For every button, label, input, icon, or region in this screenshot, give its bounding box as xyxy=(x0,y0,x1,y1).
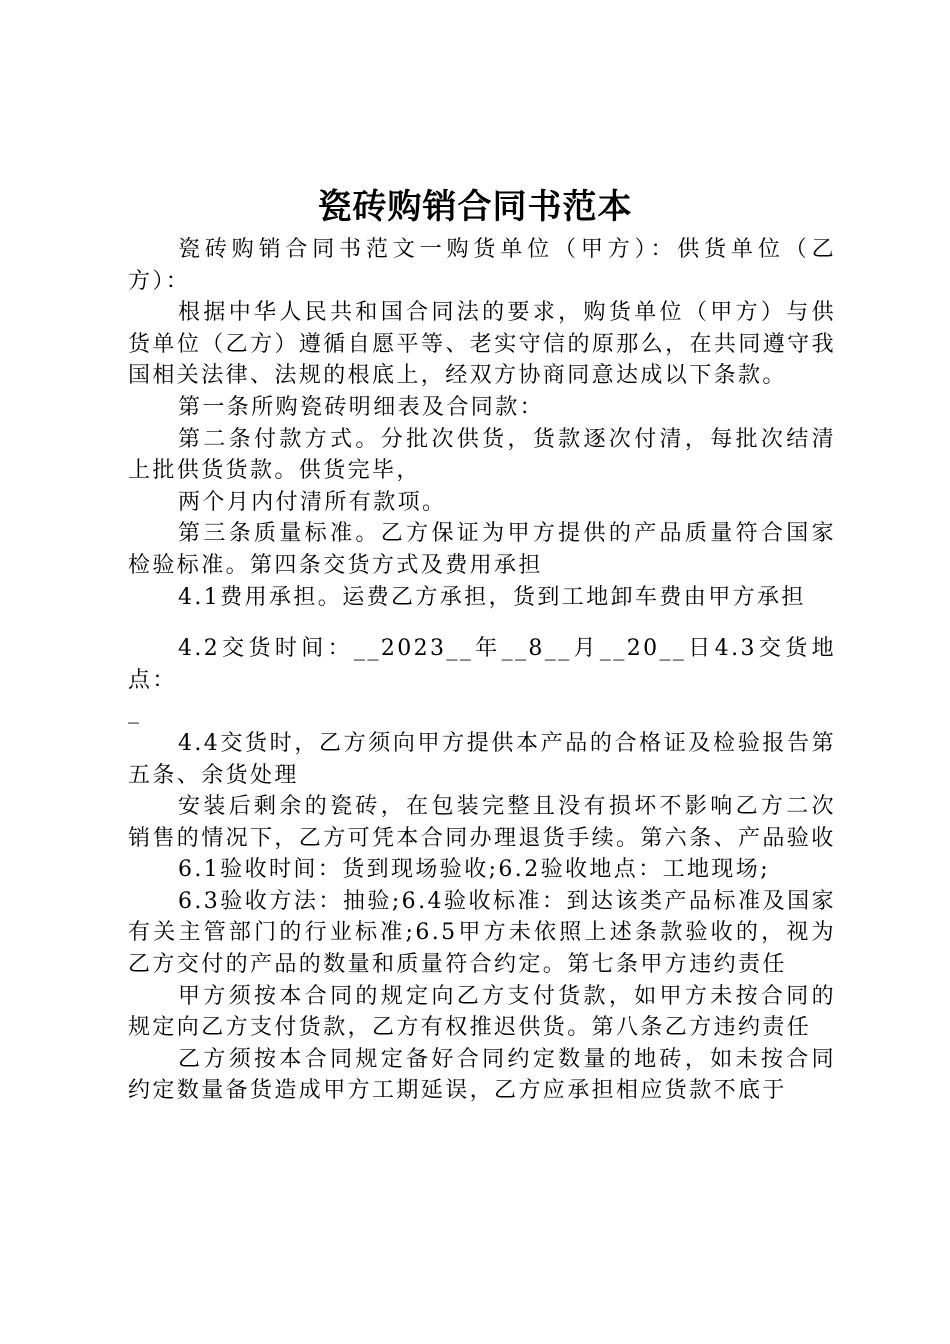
paragraph-article-1: 第一条所购瓷砖明细表及合同款： xyxy=(178,394,545,420)
paragraph-article-2-cont: 两个月内付清所有款项。 xyxy=(178,489,447,515)
paragraph-clause-6-3-6-5: 6.3验收方法：抽验;6.4验收标准：到达该类产品标准及国家有关主管部门的行业标准;6.5甲方未依照上述条款验收的，视为乙方交付的产品的数量和质量符合约定。第七条甲方违约责任 xyxy=(128,888,836,978)
paragraph-clause-6-1-6-2: 6.1验收时间：货到现场验收;6.2验收地点：工地现场; xyxy=(178,857,771,883)
paragraph-article-8: 乙方须按本合同规定备好合同约定数量的地砖，如未按合同约定数量备货造成甲方工期延误，乙方应承担相应货款不底于 xyxy=(128,1046,836,1104)
paragraph-clause-4-4: 4.4交货时，乙方须向甲方提供本产品的合格证及检验报告第五条、余货处理 xyxy=(128,730,836,788)
paragraph-clause-4-1: 4.1费用承担。运费乙方承担，货到工地卸车费由甲方承担 xyxy=(178,584,806,610)
paragraph-article-3-4: 第三条质量标准。乙方保证为甲方提供的产品质量符合国家检验标准。第四条交货方式及费用承担 xyxy=(128,521,836,578)
paragraph-article-7: 甲方须按本合同的规定向乙方支付货款，如甲方未按合同的规定向乙方支付货款，乙方有权推迟供货。第八条乙方违约责任 xyxy=(128,983,836,1041)
paragraph-parties: 瓷砖购销合同书范文一购货单位（甲方）：供货单位（乙方）： xyxy=(128,237,836,294)
paragraph-delivery-place-blank: _ xyxy=(128,699,142,725)
spacer xyxy=(128,613,836,633)
paragraph-article-5-6: 安装后剩余的瓷砖，在包装完整且没有损坏不影响乙方二次销售的情况下，乙方可凭本合同办理退货手续。第六条、产品验收 xyxy=(128,794,836,851)
paragraph-preamble: 根据中华人民共和国合同法的要求，购货单位（甲方）与供货单位（乙方）遵循自愿平等、老实守信的原那么，在共同遵守我国相关法律、法规的根底上，经双方协商同意达成以下条款。 xyxy=(128,300,836,389)
document-title: 瓷砖购销合同书范本 xyxy=(317,187,633,227)
paragraph-article-2: 第二条付款方式。分批次供货，货款逐次付清，每批次结清上批供货货款。供货完毕， xyxy=(128,426,836,484)
document-body xyxy=(128,234,836,1107)
paragraph-clause-4-2-4-3: 4.2交货时间：__2023__年__8__月__20__日4.3交货地点： xyxy=(128,636,836,693)
